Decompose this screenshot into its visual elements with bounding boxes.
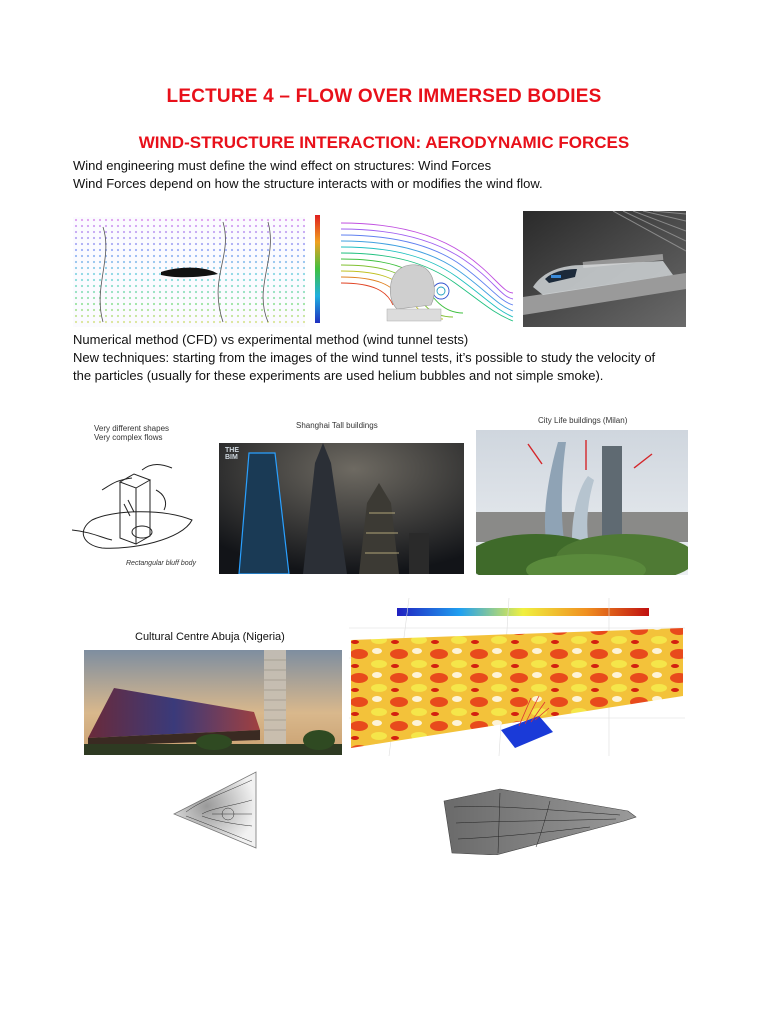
building-surface-streamline-figure	[440, 787, 638, 855]
intro-paragraph	[73, 157, 703, 193]
bluff-body-sketch	[72, 420, 212, 570]
wind-tunnel-train-photo	[523, 211, 686, 327]
cfd-pressure-field	[349, 598, 685, 756]
airfoil-vector-field-figure	[73, 217, 305, 327]
color-scale-bar	[315, 215, 320, 323]
shanghai-caption: Shanghai Tall buildings	[296, 421, 378, 430]
abuja-cultural-centre-render	[84, 650, 342, 755]
citylife-caption: City Life buildings (Milan)	[538, 416, 628, 425]
cfd-streamlines	[313, 213, 518, 327]
bluff-body-caption-2: Very complex flows	[94, 433, 163, 442]
the-bim-logo: THE BIM	[225, 447, 239, 461]
abuja-caption: Cultural Centre Abuja (Nigeria)	[135, 631, 285, 643]
methods-line-1: Numerical method (CFD) vs experimental method (wind tunnel tests)	[73, 332, 469, 347]
page-title: LECTURE 4 – FLOW OVER IMMERSED BODIES	[166, 86, 602, 107]
bluff-body-sketch-figure	[72, 420, 212, 570]
cfd-pressure-field-figure	[349, 598, 685, 756]
triangular-streamline-figure	[172, 770, 260, 850]
methods-paragraph	[73, 331, 703, 385]
citylife-buildings-photo	[476, 430, 688, 575]
shanghai-towers-photo	[219, 443, 464, 574]
vehicle-body	[390, 265, 434, 309]
bluff-body-label: Rectangular bluff body	[126, 560, 197, 567]
methods-line-3: the particles (usually for these experiments are used helium bubbles and not simple smoke).	[73, 368, 604, 383]
section-title: WIND-STRUCTURE INTERACTION: AERODYNAMIC FORCES	[138, 133, 630, 152]
bluff-body-caption-1: Very different shapes	[94, 424, 170, 433]
isozaki-tower	[602, 446, 622, 540]
building-surface-streamline-plot	[440, 787, 638, 855]
lattice-tower	[264, 650, 286, 746]
methods-line-2: New techniques: starting from the images of the wind tunnel tests, it’s possible to study the velocity of	[73, 350, 656, 365]
intro-line-1: Wind engineering must define the wind effect on structures: Wind Forces	[73, 158, 492, 173]
airfoil-vector-field	[73, 217, 305, 327]
triangular-streamline-plot	[172, 770, 260, 850]
intro-line-2: Wind Forces depend on how the structure interacts with or modifies the wind flow.	[73, 176, 543, 191]
cfd-streamlines-figure	[313, 213, 518, 327]
pressure-color-legend	[397, 608, 649, 616]
